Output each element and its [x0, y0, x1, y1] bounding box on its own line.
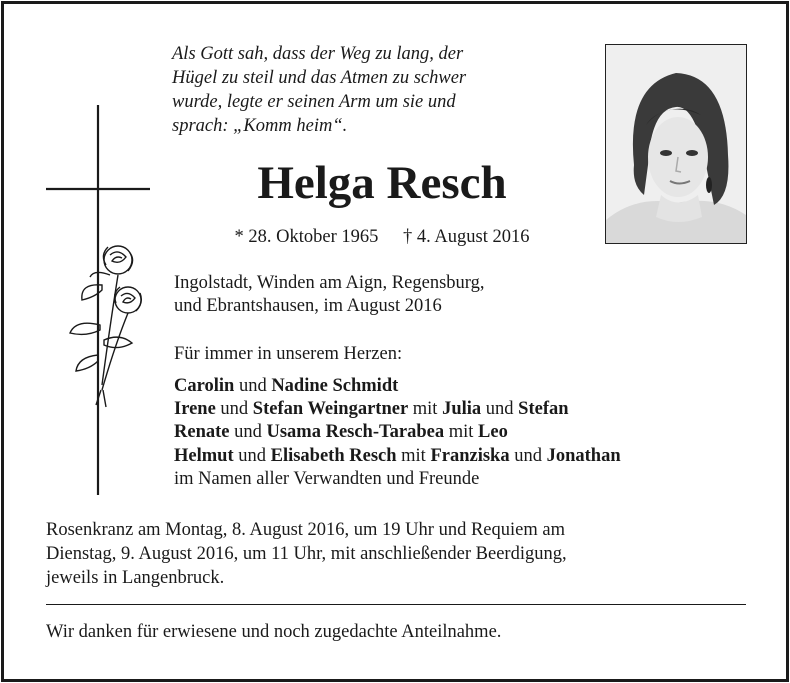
connector: und	[238, 445, 266, 466]
connector: mit	[401, 445, 426, 466]
poem-line: Als Gott sah, dass der Weg zu lang, der	[172, 44, 464, 64]
mourner-line	[174, 375, 621, 398]
mourner-line: im Namen aller Verwandten und Freunde	[174, 468, 480, 489]
divider	[46, 604, 746, 605]
service-line: Rosenkranz am Montag, 8. August 2016, um 19 Uhr und Requiem am	[46, 520, 565, 540]
connector: und	[485, 399, 514, 420]
mourner-line	[174, 445, 621, 468]
portrait-photo	[605, 44, 747, 244]
poem-line: Hügel zu steil und das Atmen zu schwer	[172, 68, 467, 88]
poem-line: sprach: „Komm heim“.	[172, 116, 348, 136]
connector: und	[234, 422, 262, 443]
mourner-line	[174, 398, 621, 421]
mourner-line	[174, 421, 621, 444]
death-date: † 4. August 2016	[403, 227, 530, 247]
mourner-name: Irene	[174, 399, 216, 420]
places-line: Ingolstadt, Winden am Aign, Regensburg,	[174, 273, 485, 293]
mourner-name: Franziska	[430, 445, 510, 466]
mourner-name: Elisabeth Resch	[270, 445, 397, 466]
life-dates	[172, 224, 592, 250]
mourners-list	[174, 375, 621, 491]
mourner-name: Stefan Weingartner	[252, 399, 409, 420]
poem	[172, 42, 592, 138]
mourner-name: Helmut	[174, 445, 234, 466]
birth-date: * 28. Oktober 1965	[234, 227, 379, 247]
connector: mit	[448, 422, 474, 443]
service-line: jeweils in Langenbruck.	[46, 568, 225, 588]
portrait-icon	[606, 45, 746, 243]
poem-line: wurde, legte er seinen Arm um sie und	[172, 92, 456, 112]
roses-icon	[70, 246, 141, 407]
mourner-name: Stefan	[518, 399, 569, 420]
mourn-intro: Für immer in unserem Herzen:	[174, 344, 403, 364]
mourner-name: Carolin	[174, 376, 235, 396]
mourner-name: Renate	[174, 422, 230, 443]
mourner-name: Julia	[442, 399, 482, 420]
connector: und	[514, 445, 542, 466]
deceased-name: Helga Resch	[257, 157, 507, 209]
mourner-name: Leo	[478, 422, 508, 443]
connector: und	[238, 376, 267, 396]
mourner-name: Jonathan	[546, 445, 621, 466]
mourner-name: Usama Resch-Tarabea	[266, 422, 445, 443]
connector: mit	[412, 399, 438, 420]
service-line: Dienstag, 9. August 2016, um 11 Uhr, mit anschließender Beerdigung,	[46, 544, 567, 564]
mourner-name: Nadine Schmidt	[271, 376, 399, 396]
places	[174, 272, 484, 318]
service-info	[46, 518, 746, 590]
places-line: und Ebrantshausen, im August 2016	[174, 296, 442, 316]
cross-icon	[40, 105, 160, 500]
connector: und	[220, 399, 249, 420]
thanks-note: Wir danken für erwiesene und noch zugedachte Anteilnahme.	[46, 622, 502, 642]
